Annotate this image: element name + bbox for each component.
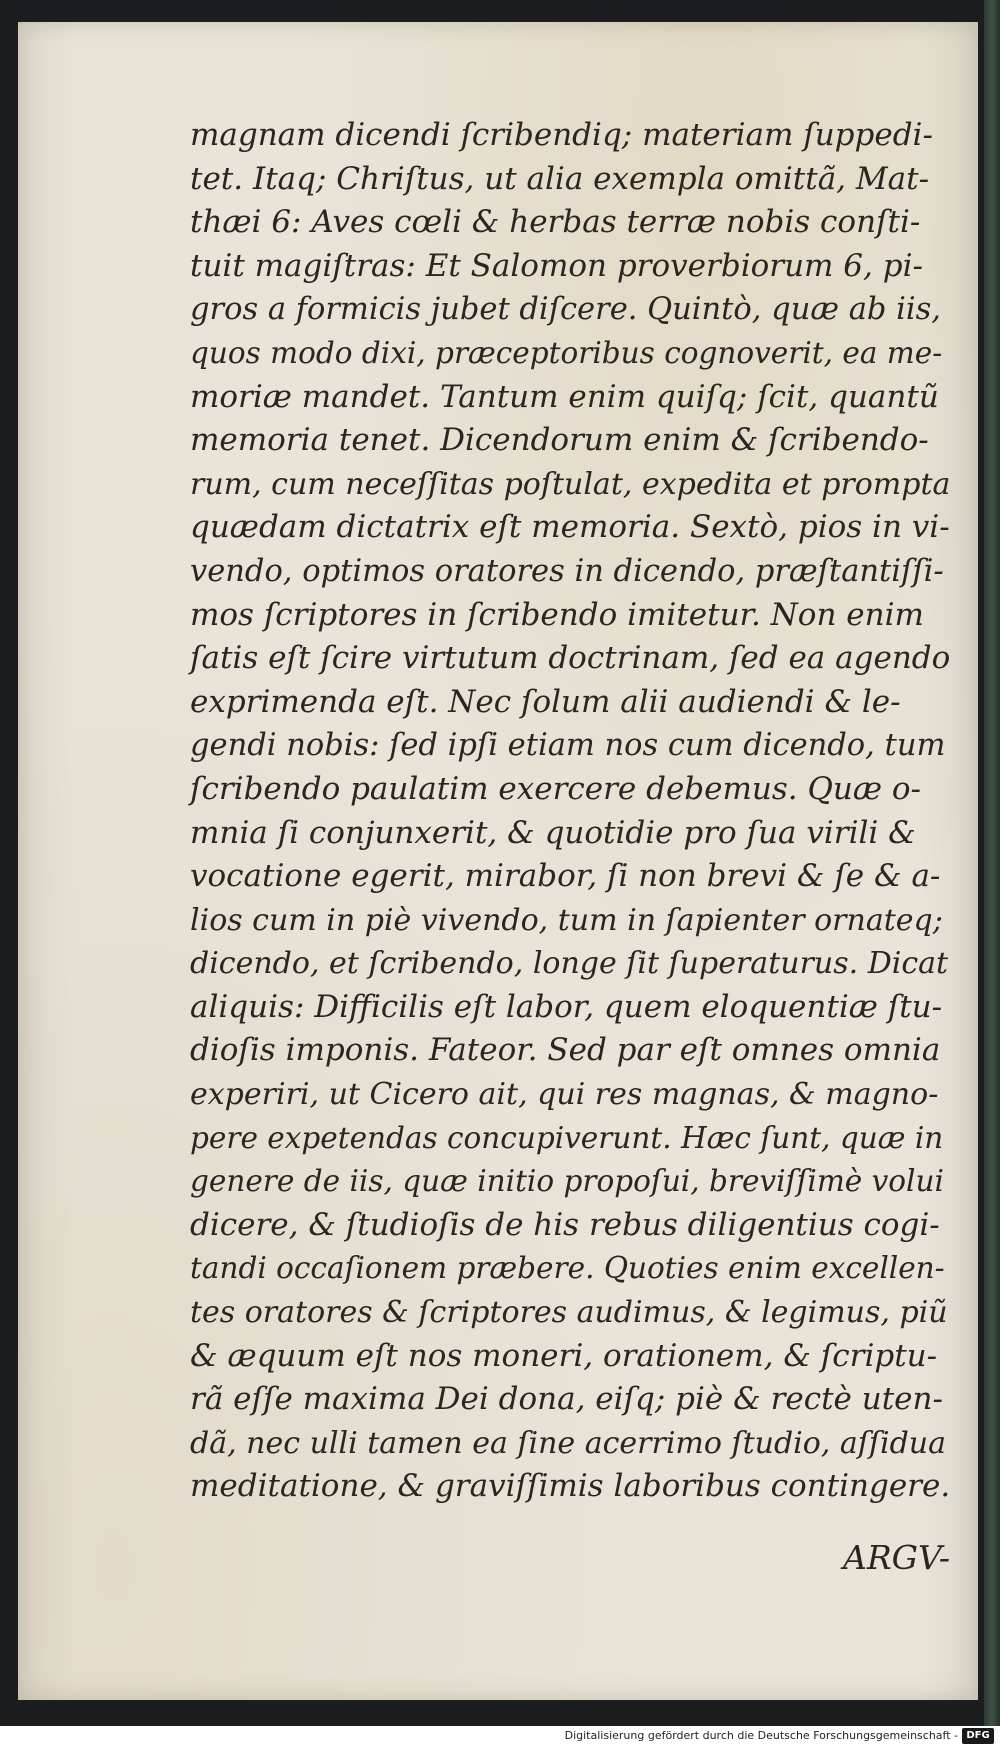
text-line: dioſis imponis. Fateor. Sed par eſt omnes omnia — [190, 1032, 941, 1069]
text-line: quos modo dixi, præceptoribus cognoverit, ea me- — [190, 335, 943, 370]
text-line: & æquum eſt nos moneri, orationem, & ſcriptu- — [190, 1337, 938, 1374]
text-line: experiri, ut Cicero ait, qui res magnas, & magno- — [190, 1077, 939, 1113]
text-line: ſcribendo paulatim exercere debemus. Quæ o- — [190, 770, 921, 807]
digitization-footer — [0, 1726, 1000, 1747]
text-line: dã, nec ulli tamen ea ſine acerrimo ſtudio, aſſidua — [190, 1425, 946, 1461]
text-line: quædam dictatrix eſt memoria. Sextò, pios in vi- — [190, 509, 950, 546]
text-line: mnia ſi conjunxerit, & quotidie pro ſua virili & — [190, 814, 916, 851]
text-line: exprimenda eſt. Nec ſolum alii audiendi & le- — [190, 683, 901, 720]
text-line: aliquis: Difficilis eſt labor, quem eloquentiæ ſtu- — [190, 988, 943, 1025]
dfg-logo: DFG — [962, 1728, 994, 1744]
text-line: magnam dicendi ſcribendiq; materiam ſuppedi- — [190, 117, 933, 153]
text-line: tet. Itaq; Chriſtus, ut alia exempla omittã, Mat- — [190, 160, 930, 197]
text-line: memoria tenet. Dicendorum enim & ſcribendo- — [190, 422, 929, 459]
text-line: tuit magiſtras: Et Salomon proverbiorum 6, pi- — [190, 247, 923, 284]
text-line: pere expetendas concupiverunt. Hæc ſunt, quæ in — [190, 1120, 944, 1155]
text-line: dicendo, et ſcribendo, longe ſit ſuperaturus. Dicat — [190, 946, 949, 982]
page-text-block — [190, 114, 950, 1509]
book-spine-edge — [984, 0, 1000, 1747]
text-line: mos ſcriptores in ſcribendo imitetur. Non enim — [190, 596, 924, 633]
text-line: vendo, optimos oratores in dicendo, præſtantiſſi- — [190, 553, 944, 589]
catchword — [190, 1536, 950, 1580]
text-line: thæi 6: Aves cœli & herbas terræ nobis conſti- — [190, 204, 921, 241]
text-line: moriæ mandet. Tantum enim quiſq; ſcit, quantũ — [190, 378, 939, 415]
text-line: vocatione egerit, mirabor, ſi non brevi & ſe & a- — [190, 858, 941, 895]
text-line: gendi nobis: ſed ipſi etiam nos cum dicendo, tum — [190, 728, 946, 764]
text-line: tes oratores & ſcriptores audimus, & legimus, piũ — [190, 1295, 948, 1331]
text-line: dicere, & ſtudioſis de his rebus diligentius cogi- — [190, 1206, 940, 1243]
text-line: gros a formicis jubet diſcere. Quintò, quæ ab iis, — [190, 292, 941, 328]
text-line: lios cum in piè vivendo, tum in ſapienter ornateq; — [190, 902, 943, 938]
catchword-text: ARGV- — [843, 1538, 950, 1577]
text-line: meditatione, & graviſſimis laboribus contingere. — [190, 1468, 951, 1505]
text-line: rum, cum neceſſitas poſtulat, expedita et prompta — [190, 466, 951, 502]
text-line: rã eſſe maxima Dei dona, eiſq; piè & rectè uten- — [190, 1381, 943, 1418]
text-line: genere de iis, quæ initio propoſui, breviſſimè volui — [190, 1164, 944, 1199]
text-line: ſatis eſt ſcire virtutum doctrinam, ſed ea agendo — [190, 640, 951, 677]
text-line: tandi occaſionem præbere. Quoties enim excellen- — [190, 1251, 945, 1286]
footer-credit: Digitalisierung gefördert durch die Deutsche Forschungsgemeinschaft - — [564, 1729, 958, 1742]
